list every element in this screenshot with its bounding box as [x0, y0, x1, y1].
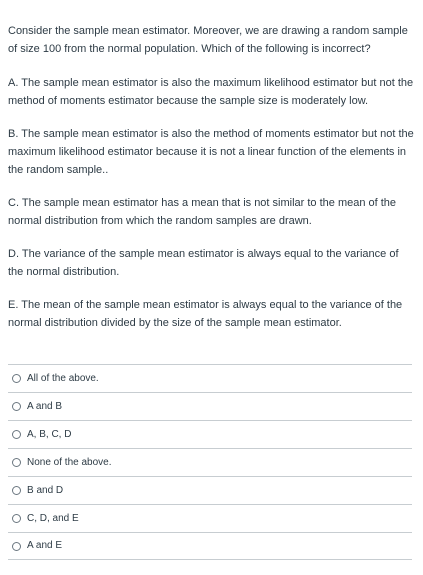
- answer-label: A and B: [27, 400, 63, 412]
- statement-b: B. The sample mean estimator is also the method of moments estimator but not the maximum likelihood estimator because it is not a linear function of the elements in the random sample..: [8, 128, 414, 176]
- statement-a: A. The sample mean estimator is also the maximum likelihood estimator but not the method of moments estimator because the sample size is moderately low.: [8, 77, 414, 107]
- statement-c: C. The sample mean estimator has a mean that is not similar to the mean of the normal distribution from which the random samples are drawn.: [8, 197, 397, 227]
- answer-option-a-and-e[interactable]: [8, 532, 412, 560]
- radio-button[interactable]: [12, 458, 21, 467]
- question-stem: Consider the sample mean estimator. Moreover, we are drawing a random sample of size 100 from the normal population. Which of the following is incorrect?: [8, 25, 408, 55]
- statement-e: E. The mean of the sample mean estimator is always equal to the variance of the normal distribution divided by the size of the sample mean estimator.: [8, 299, 403, 329]
- answer-option-a-b-c-d[interactable]: [8, 420, 412, 448]
- question-text: [8, 22, 416, 347]
- radio-button[interactable]: [12, 430, 21, 439]
- answer-label: C, D, and E: [27, 512, 79, 524]
- answer-options: [8, 364, 412, 560]
- answer-option-c-d-and-e[interactable]: [8, 504, 412, 532]
- answer-option-all-of-the-above[interactable]: [8, 364, 412, 392]
- radio-button[interactable]: [12, 486, 21, 495]
- answer-label: None of the above.: [27, 456, 112, 468]
- answer-option-b-and-d[interactable]: [8, 476, 412, 504]
- answer-label: A, B, C, D: [27, 428, 72, 440]
- answer-option-a-and-b[interactable]: [8, 392, 412, 420]
- answer-label: B and D: [27, 484, 64, 496]
- radio-button[interactable]: [12, 402, 21, 411]
- answer-label: All of the above.: [27, 372, 99, 384]
- statement-d: D. The variance of the sample mean estimator is always equal to the variance of the normal distribution.: [8, 248, 399, 278]
- answer-option-none-of-the-above[interactable]: [8, 448, 412, 476]
- radio-button[interactable]: [12, 374, 21, 383]
- radio-button[interactable]: [12, 514, 21, 523]
- radio-button[interactable]: [12, 542, 21, 551]
- answer-label: A and E: [27, 540, 63, 551]
